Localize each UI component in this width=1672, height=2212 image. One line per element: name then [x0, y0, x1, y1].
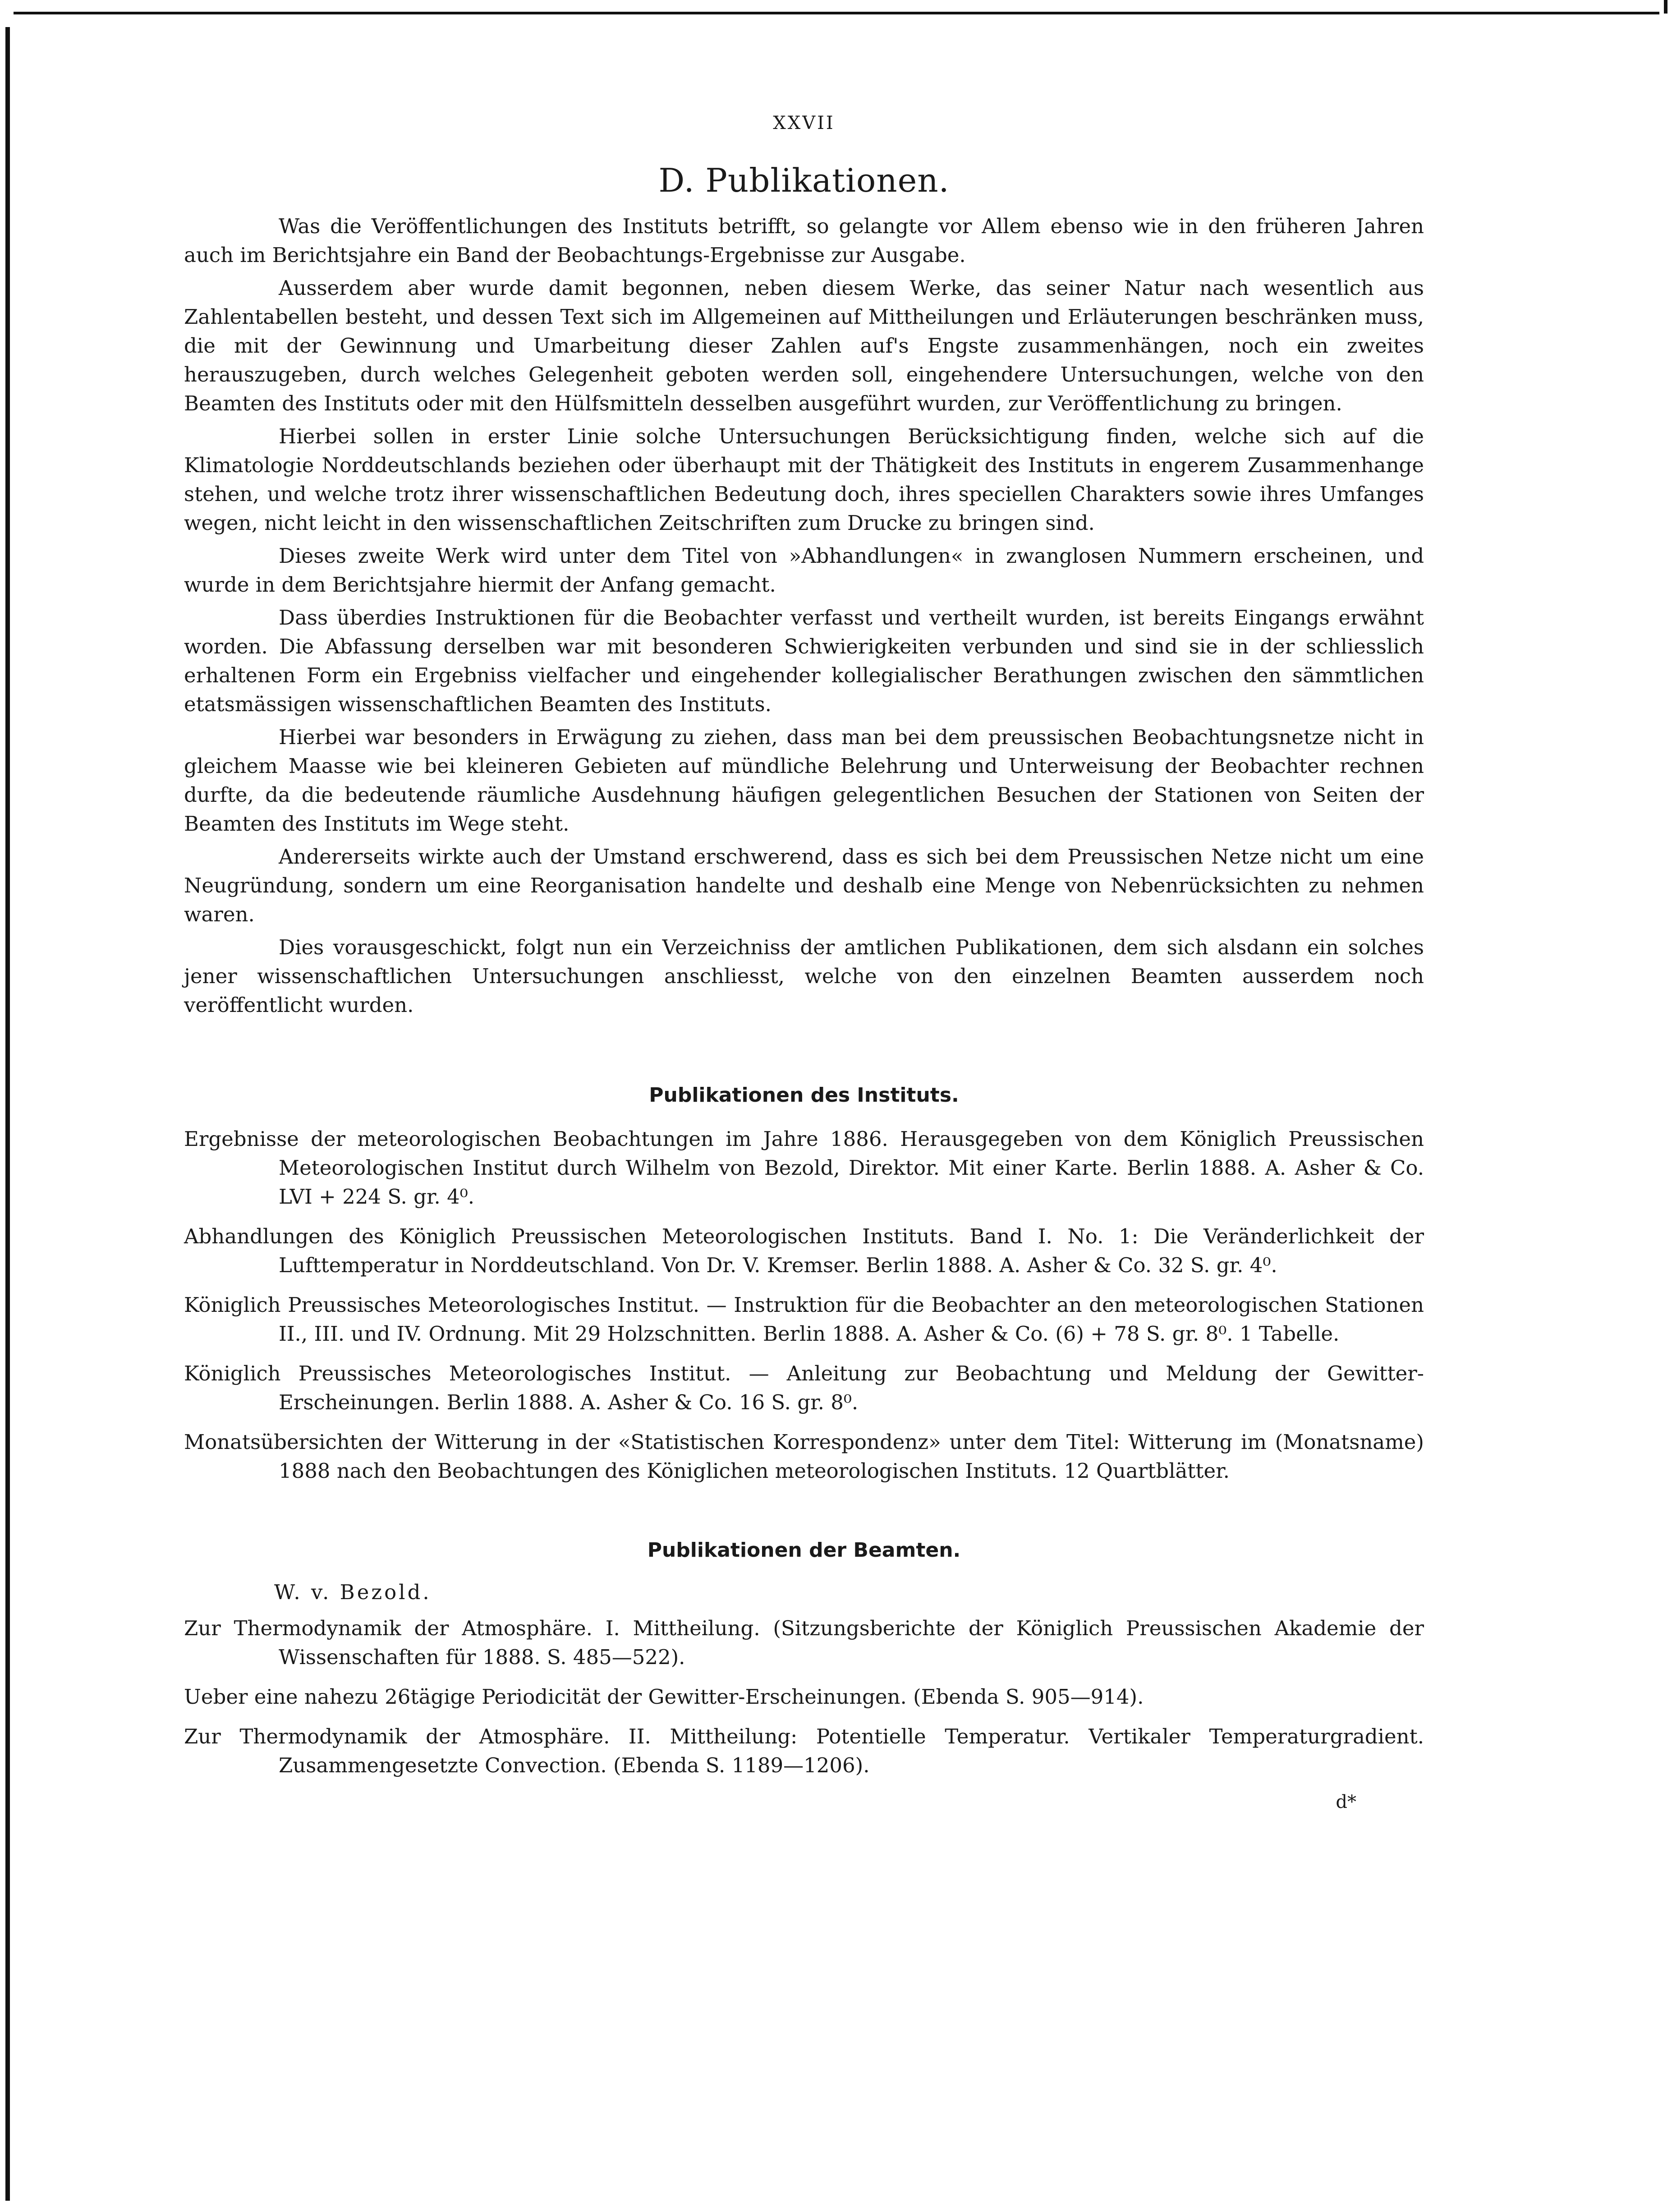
institute-publications-heading: Publikationen des Instituts. — [649, 1084, 959, 1107]
intro-text — [184, 212, 1424, 1020]
intro-paragraph: Hierbei war besonders in Erwägung zu ziehen, dass man bei dem preussischen Beobachtungsnetze nicht in gleichem Maasse wie bei kleineren Gebieten auf mündliche Belehrung und Unterweisung der Beobachter rechnen durfte, da die bedeutende räumliche Ausdehnung häufigen gelegentlichen Besuchen der Stationen von Seiten der Beamten des Instituts im Wege steht. — [184, 725, 1424, 836]
publication-entry: Ueber eine nahezu 26tägige Periodicität der Gewitter-Erscheinungen. (Ebenda S. 905—914). — [184, 1685, 1144, 1709]
publication-entry: Zur Thermodynamik der Atmosphäre. II. Mittheilung: Potentielle Temperatur. Vertikaler Temperaturgradient. Zusammengesetzte Convection. (Ebenda S. 1189—1206). — [184, 1725, 1424, 1777]
author-name: W. v. Bezold. — [274, 1580, 432, 1604]
page-number: XXVII — [773, 113, 835, 133]
document-page — [184, 113, 1424, 1812]
publication-entry: Zur Thermodynamik der Atmosphäre. I. Mittheilung. (Sitzungsberichte der Königlich Preussischen Akademie der Wissenschaften für 1888. S. 485—522). — [184, 1616, 1424, 1669]
publication-entry: Abhandlungen des Königlich Preussischen Meteorologischen Instituts. Band I. No. 1: Die Veränderlichkeit der Lufttemperatur in Norddeutschland. Von Dr. V. Kremser. Berlin 1888. A. Asher & Co. 32 S. gr. 4⁰. — [184, 1224, 1424, 1277]
officials-publications-list — [184, 1614, 1424, 1780]
publication-entry: Königlich Preussisches Meteorologisches Institut. — Anleitung zur Beobachtung und Meldung der Gewitter-Erscheinungen. Berlin 1888. A. Asher & Co. 16 S. gr. 8⁰. — [184, 1361, 1424, 1414]
left-border-rule — [5, 27, 10, 2201]
section-title: D. Publikationen. — [658, 161, 950, 199]
intro-paragraph: Dies vorausgeschickt, folgt nun ein Verzeichniss der amtlichen Publikationen, dem sich alsdann ein solches jener wissenschaftlichen Untersuchungen anschliesst, welche von den einzelnen Beamten ausserdem noch veröffentlicht wurden. — [184, 935, 1424, 1017]
right-corner-rule — [1664, 0, 1667, 14]
officials-publications-heading: Publikationen der Beamten. — [647, 1539, 961, 1562]
intro-paragraph: Andererseits wirkte auch der Umstand erschwerend, dass es sich bei dem Preussischen Netze nicht um eine Neugründung, sondern um eine Reorganisation handelte und deshalb eine Menge von Nebenrücksichten zu nehmen waren. — [184, 845, 1424, 926]
intro-paragraph: Hierbei sollen in erster Linie solche Untersuchungen Berücksichtigung finden, welche sich auf die Klimatologie Norddeutschlands beziehen oder überhaupt mit der Thätigkeit des Instituts in engerem Zusammenhange stehen, und welche trotz ihrer wissenschaftlichen Bedeutung doch, ihres speciellen Charakters sowie ihres Umfanges wegen, nicht leicht in den wissenschaftlichen Zeitschriften zum Drucke zu bringen sind. — [184, 424, 1424, 535]
intro-paragraph: Dieses zweite Werk wird unter dem Titel von »Abhandlungen« in zwanglosen Nummern erscheinen, und wurde in dem Berichtsjahre hiermit der Anfang gemacht. — [184, 544, 1424, 597]
publication-entry: Ergebnisse der meteorologischen Beobachtungen im Jahre 1886. Herausgegeben von dem Königlich Preussischen Meteorologischen Institut durch Wilhelm von Bezold, Direktor. Mit einer Karte. Berlin 1888. A. Asher & Co. LVI + 224 S. gr. 4⁰. — [184, 1127, 1424, 1209]
publication-entry: Königlich Preussisches Meteorologisches Institut. — Instruktion für die Beobachter an den meteorologischen Stationen II., III. und IV. Ordnung. Mit 29 Holzschnitten. Berlin 1888. A. Asher & Co. (6) + 78 S. gr. 8⁰. 1 Tabelle. — [184, 1293, 1424, 1346]
publication-entry: Monatsübersichten der Witterung in der «Statistischen Korrespondenz» unter dem Titel: Witterung im (Monatsname) 1888 nach den Beobachtungen des Königlichen meteorologischen Instituts. 12 Quartblätter. — [184, 1430, 1424, 1483]
signature-mark: d* — [1336, 1792, 1356, 1812]
intro-paragraph: Dass überdies Instruktionen für die Beobachter verfasst und vertheilt wurden, ist bereits Eingangs erwähnt worden. Die Abfassung derselben war mit besonderen Schwierigkeiten verbunden und sind sie in der schliesslich erhaltenen Form ein Ergebniss vielfacher und eingehender kollegialischer Berathungen zwischen den sämmtlichen etatsmässigen wissenschaftlichen Beamten des Instituts. — [184, 606, 1424, 716]
institute-publications-list — [184, 1125, 1424, 1485]
intro-paragraph: Ausserdem aber wurde damit begonnen, neben diesem Werke, das seiner Natur nach wesentlich aus Zahlentabellen besteht, und dessen Text sich im Allgemeinen auf Mittheilungen und Erläuterungen beschränken muss, die mit der Gewinnung und Umarbeitung dieser Zahlen auf's Engste zusammenhängen, noch ein zweites herauszugeben, durch welches Gelegenheit geboten werden soll, eingehendere Untersuchungen, welche von den Beamten des Instituts oder mit den Hülfsmitteln desselben ausgeführt wurden, zur Veröffentlichung zu bringen. — [184, 276, 1424, 415]
intro-paragraph: Was die Veröffentlichungen des Instituts betrifft, so gelangte vor Allem ebenso wie in den früheren Jahren auch im Berichtsjahre ein Band der Beobachtungs-Ergebnisse zur Ausgabe. — [184, 214, 1424, 267]
top-border-rule — [14, 12, 1659, 14]
